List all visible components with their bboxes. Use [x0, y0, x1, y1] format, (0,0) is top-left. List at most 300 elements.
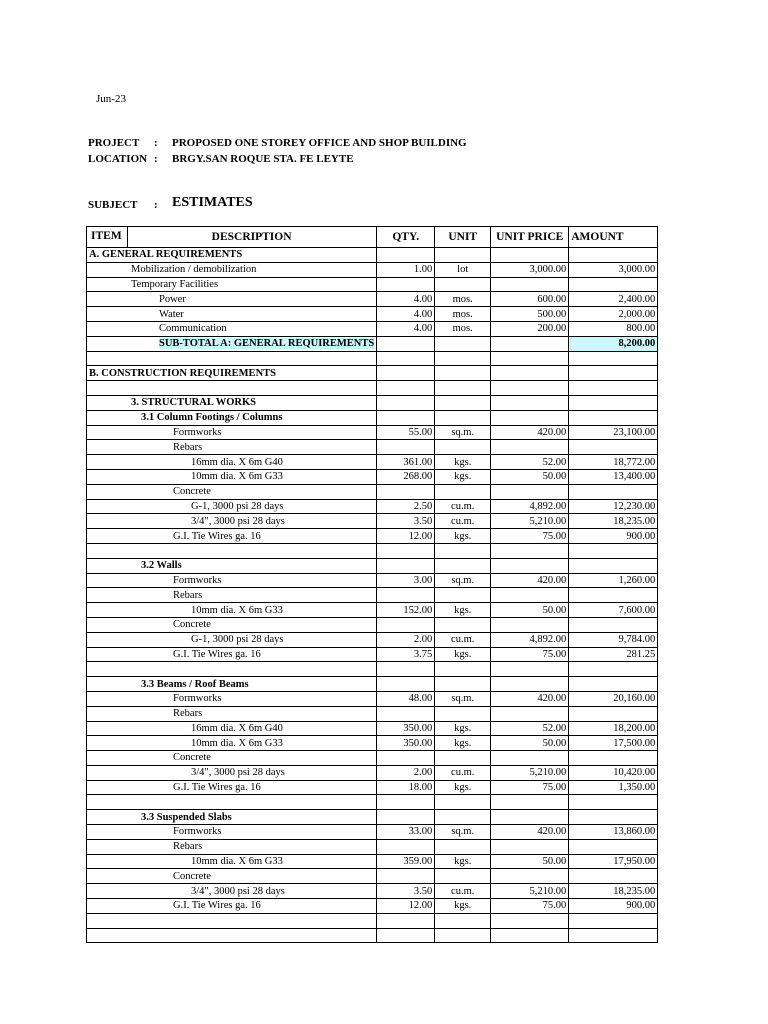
- row-description: Rebars: [87, 839, 377, 854]
- row-unit-price: 75.00: [491, 529, 569, 544]
- table-row: [87, 381, 658, 396]
- row-unit: [435, 366, 491, 381]
- row-unit-price: [491, 558, 569, 573]
- row-qty: [377, 440, 435, 455]
- row-qty: [377, 810, 435, 825]
- row-amount: [569, 706, 658, 721]
- row-unit: cu.m.: [435, 514, 491, 529]
- row-description: [87, 336, 377, 351]
- header-amount: AMOUNT: [569, 227, 658, 248]
- row-unit: cu.m.: [435, 765, 491, 780]
- row-description: B. CONSTRUCTION REQUIREMENTS: [87, 366, 377, 381]
- row-description: 3.2 Walls: [87, 558, 377, 573]
- subject-label: SUBJECT: [88, 199, 138, 211]
- row-unit-price: 600.00: [491, 292, 569, 307]
- row-description: G.I. Tie Wires ga. 16: [87, 780, 377, 795]
- table-row: [87, 899, 658, 914]
- row-unit: [435, 617, 491, 632]
- row-unit: [435, 839, 491, 854]
- row-unit-price: [491, 277, 569, 292]
- row-description: A. GENERAL REQUIREMENTS: [87, 248, 377, 263]
- table-row: [87, 573, 658, 588]
- row-description: [87, 928, 377, 943]
- row-qty: 48.00: [377, 691, 435, 706]
- row-amount: [569, 795, 658, 810]
- row-unit-price: [491, 869, 569, 884]
- document-date: Jun-23: [96, 93, 126, 105]
- row-unit-price: [491, 928, 569, 943]
- table-row: [87, 484, 658, 499]
- row-qty: 350.00: [377, 721, 435, 736]
- row-amount: [569, 410, 658, 425]
- row-unit-price: [491, 381, 569, 396]
- row-amount: [569, 381, 658, 396]
- row-amount: [569, 248, 658, 263]
- row-qty: 4.00: [377, 307, 435, 322]
- row-unit: kgs.: [435, 647, 491, 662]
- row-amount: [569, 351, 658, 366]
- table-row: [87, 514, 658, 529]
- row-description: 16mm dia. X 6m G40: [87, 455, 377, 470]
- row-unit-price: [491, 706, 569, 721]
- row-unit-price: 5,210.00: [491, 514, 569, 529]
- row-unit: cu.m.: [435, 632, 491, 647]
- row-unit-price: [491, 839, 569, 854]
- row-description: G-1, 3000 psi 28 days: [87, 499, 377, 514]
- row-amount: 18,772.00: [569, 455, 658, 470]
- table-row: [87, 810, 658, 825]
- row-unit-price: [491, 484, 569, 499]
- row-unit-price: [491, 662, 569, 677]
- row-description: Formworks: [87, 825, 377, 840]
- table-row: [87, 825, 658, 840]
- row-unit-price: [491, 440, 569, 455]
- row-unit: [435, 381, 491, 396]
- table-row: [87, 366, 658, 381]
- row-amount: [569, 810, 658, 825]
- row-unit: [435, 277, 491, 292]
- table-row: [87, 588, 658, 603]
- table-row: [87, 721, 658, 736]
- row-unit: [435, 662, 491, 677]
- row-unit: [435, 588, 491, 603]
- row-qty: 3.50: [377, 514, 435, 529]
- table-row: [87, 677, 658, 692]
- row-qty: [377, 336, 435, 351]
- row-qty: [377, 751, 435, 766]
- row-qty: 55.00: [377, 425, 435, 440]
- table-row: [87, 499, 658, 514]
- row-qty: [377, 366, 435, 381]
- row-description: [87, 543, 377, 558]
- row-unit-price: [491, 395, 569, 410]
- row-amount: [569, 543, 658, 558]
- row-qty: 350.00: [377, 736, 435, 751]
- row-amount: [569, 558, 658, 573]
- row-amount: 17,950.00: [569, 854, 658, 869]
- row-amount: 18,235.00: [569, 514, 658, 529]
- row-unit: sq.m.: [435, 825, 491, 840]
- row-qty: 361.00: [377, 455, 435, 470]
- subject-line: [88, 195, 253, 211]
- location-label: LOCATION: [88, 153, 148, 165]
- row-amount: 3,000.00: [569, 262, 658, 277]
- row-unit-price: 75.00: [491, 780, 569, 795]
- row-amount: 1,260.00: [569, 573, 658, 588]
- row-unit-price: 3,000.00: [491, 262, 569, 277]
- row-amount: [569, 662, 658, 677]
- row-unit-price: 420.00: [491, 691, 569, 706]
- row-amount: 800.00: [569, 321, 658, 336]
- row-amount: [569, 588, 658, 603]
- row-unit-price: [491, 677, 569, 692]
- header-description: DESCRIPTION: [211, 230, 292, 243]
- row-description: 10mm dia. X 6m G33: [87, 736, 377, 751]
- table-row: [87, 529, 658, 544]
- row-qty: 4.00: [377, 321, 435, 336]
- table-row: [87, 277, 658, 292]
- row-unit: kgs.: [435, 529, 491, 544]
- estimate-table: [86, 226, 658, 943]
- row-unit-price: 75.00: [491, 899, 569, 914]
- table-row: [87, 691, 658, 706]
- row-unit: [435, 395, 491, 410]
- row-description: Rebars: [87, 588, 377, 603]
- row-description: 3/4", 3000 psi 28 days: [87, 884, 377, 899]
- row-unit-price: [491, 617, 569, 632]
- row-qty: 359.00: [377, 854, 435, 869]
- row-amount: 12,230.00: [569, 499, 658, 514]
- row-qty: [377, 617, 435, 632]
- row-unit: cu.m.: [435, 884, 491, 899]
- row-unit: kgs.: [435, 469, 491, 484]
- row-qty: 2.50: [377, 499, 435, 514]
- row-qty: 18.00: [377, 780, 435, 795]
- location-line: [88, 153, 354, 165]
- row-unit-price: 420.00: [491, 425, 569, 440]
- row-amount: [569, 617, 658, 632]
- row-description: [87, 913, 377, 928]
- row-amount: 8,200.00: [569, 336, 658, 351]
- row-amount: 18,200.00: [569, 721, 658, 736]
- row-unit: lot: [435, 262, 491, 277]
- table-row: [87, 765, 658, 780]
- row-description: Water: [87, 307, 377, 322]
- row-qty: [377, 913, 435, 928]
- row-unit-price: 50.00: [491, 854, 569, 869]
- row-description: 3.3 Beams / Roof Beams: [87, 677, 377, 692]
- row-unit: mos.: [435, 307, 491, 322]
- row-qty: 2.00: [377, 632, 435, 647]
- row-unit: sq.m.: [435, 691, 491, 706]
- table-row: [87, 543, 658, 558]
- row-qty: 152.00: [377, 603, 435, 618]
- row-description: G.I. Tie Wires ga. 16: [87, 647, 377, 662]
- row-description: 3/4", 3000 psi 28 days: [87, 765, 377, 780]
- table-row: [87, 913, 658, 928]
- table-row: [87, 292, 658, 307]
- row-unit: [435, 336, 491, 351]
- row-description: Rebars: [87, 706, 377, 721]
- row-unit-price: [491, 913, 569, 928]
- row-qty: 3.00: [377, 573, 435, 588]
- row-description: Formworks: [87, 425, 377, 440]
- row-unit: [435, 351, 491, 366]
- table-header-row: [87, 227, 658, 248]
- row-unit-price: 4,892.00: [491, 499, 569, 514]
- row-unit: [435, 795, 491, 810]
- row-description: 3. STRUCTURAL WORKS: [87, 395, 377, 410]
- row-unit: kgs.: [435, 854, 491, 869]
- table-row: [87, 395, 658, 410]
- table-row: [87, 336, 658, 351]
- row-unit: sq.m.: [435, 573, 491, 588]
- row-unit: [435, 440, 491, 455]
- row-unit: kgs.: [435, 603, 491, 618]
- row-unit: kgs.: [435, 780, 491, 795]
- row-qty: 3.75: [377, 647, 435, 662]
- row-qty: 2.00: [377, 765, 435, 780]
- row-amount: [569, 277, 658, 292]
- row-description: 3.1 Column Footings / Columns: [87, 410, 377, 425]
- table-row: [87, 632, 658, 647]
- table-row: [87, 928, 658, 943]
- row-unit: [435, 558, 491, 573]
- header-unit: UNIT: [435, 227, 491, 248]
- row-unit: cu.m.: [435, 499, 491, 514]
- row-qty: [377, 662, 435, 677]
- header-unit-price: UNIT PRICE: [491, 227, 569, 248]
- row-unit: mos.: [435, 292, 491, 307]
- row-description: [87, 381, 377, 396]
- row-amount: [569, 677, 658, 692]
- row-unit-price: [491, 751, 569, 766]
- table-row: [87, 662, 658, 677]
- table-row: [87, 262, 658, 277]
- row-unit: [435, 248, 491, 263]
- row-qty: [377, 277, 435, 292]
- row-qty: 268.00: [377, 469, 435, 484]
- row-amount: 900.00: [569, 529, 658, 544]
- row-unit-price: [491, 366, 569, 381]
- row-unit: [435, 706, 491, 721]
- row-description: Formworks: [87, 573, 377, 588]
- row-description: Concrete: [87, 617, 377, 632]
- row-amount: 23,100.00: [569, 425, 658, 440]
- row-unit-price: 50.00: [491, 603, 569, 618]
- table-row: [87, 307, 658, 322]
- row-unit-price: [491, 336, 569, 351]
- row-qty: 12.00: [377, 529, 435, 544]
- table-row: [87, 854, 658, 869]
- row-unit-price: 50.00: [491, 736, 569, 751]
- row-description: G.I. Tie Wires ga. 16: [87, 529, 377, 544]
- table-row: [87, 884, 658, 899]
- row-description: 10mm dia. X 6m G33: [87, 469, 377, 484]
- row-amount: [569, 839, 658, 854]
- table-row: [87, 706, 658, 721]
- header-item-description: [87, 227, 377, 248]
- row-unit-price: 4,892.00: [491, 632, 569, 647]
- project-colon: :: [154, 137, 158, 149]
- row-qty: [377, 706, 435, 721]
- subject-value: ESTIMATES: [172, 195, 253, 210]
- row-description: Concrete: [87, 869, 377, 884]
- row-unit: [435, 928, 491, 943]
- row-amount: 18,235.00: [569, 884, 658, 899]
- table-row: [87, 603, 658, 618]
- row-qty: 3.50: [377, 884, 435, 899]
- row-amount: 13,400.00: [569, 469, 658, 484]
- row-description: 10mm dia. X 6m G33: [87, 603, 377, 618]
- row-amount: 9,784.00: [569, 632, 658, 647]
- row-unit: kgs.: [435, 455, 491, 470]
- row-description: Communication: [87, 321, 377, 336]
- row-unit: [435, 913, 491, 928]
- table-row: [87, 647, 658, 662]
- location-colon: :: [154, 153, 158, 165]
- header-item: ITEM: [91, 230, 122, 242]
- row-amount: [569, 395, 658, 410]
- row-description: 16mm dia. X 6m G40: [87, 721, 377, 736]
- row-amount: 10,420.00: [569, 765, 658, 780]
- table-row: [87, 321, 658, 336]
- row-amount: 2,400.00: [569, 292, 658, 307]
- row-amount: 1,350.00: [569, 780, 658, 795]
- row-amount: [569, 751, 658, 766]
- row-unit: [435, 543, 491, 558]
- row-qty: [377, 381, 435, 396]
- row-unit-price: 50.00: [491, 469, 569, 484]
- table-row: [87, 780, 658, 795]
- row-description: Concrete: [87, 484, 377, 499]
- row-amount: 20,160.00: [569, 691, 658, 706]
- project-label: PROJECT: [88, 137, 140, 149]
- table-row: [87, 440, 658, 455]
- row-qty: [377, 484, 435, 499]
- row-qty: [377, 677, 435, 692]
- row-unit-price: 75.00: [491, 647, 569, 662]
- row-qty: 33.00: [377, 825, 435, 840]
- row-qty: [377, 869, 435, 884]
- table-row: [87, 558, 658, 573]
- row-amount: [569, 928, 658, 943]
- subtotal-label: SUB-TOTAL A: GENERAL REQUIREMENTS: [159, 338, 375, 350]
- row-unit-price: 52.00: [491, 455, 569, 470]
- row-unit: [435, 410, 491, 425]
- row-qty: [377, 558, 435, 573]
- row-amount: 17,500.00: [569, 736, 658, 751]
- project-line: [88, 137, 467, 149]
- header-qty: QTY.: [377, 227, 435, 248]
- row-qty: [377, 248, 435, 263]
- row-unit: [435, 869, 491, 884]
- row-amount: [569, 440, 658, 455]
- row-unit-price: [491, 543, 569, 558]
- row-unit-price: [491, 351, 569, 366]
- row-qty: [377, 839, 435, 854]
- row-qty: [377, 410, 435, 425]
- table-row: [87, 751, 658, 766]
- row-unit-price: 500.00: [491, 307, 569, 322]
- row-amount: [569, 484, 658, 499]
- table-row: [87, 617, 658, 632]
- row-unit-price: 52.00: [491, 721, 569, 736]
- row-qty: 12.00: [377, 899, 435, 914]
- table-row: [87, 469, 658, 484]
- row-unit: mos.: [435, 321, 491, 336]
- row-unit-price: 5,210.00: [491, 884, 569, 899]
- table-row: [87, 869, 658, 884]
- row-qty: 1.00: [377, 262, 435, 277]
- row-unit-price: 420.00: [491, 825, 569, 840]
- row-unit: kgs.: [435, 736, 491, 751]
- row-description: Power: [87, 292, 377, 307]
- row-unit-price: [491, 795, 569, 810]
- row-unit: [435, 810, 491, 825]
- row-description: Temporary Facilities: [87, 277, 377, 292]
- row-amount: 281.25: [569, 647, 658, 662]
- row-unit-price: [491, 810, 569, 825]
- row-unit-price: [491, 588, 569, 603]
- row-qty: [377, 351, 435, 366]
- location-value: BRGY.SAN ROQUE STA. FE LEYTE: [172, 153, 354, 165]
- project-value: PROPOSED ONE STOREY OFFICE AND SHOP BUILDING: [172, 137, 467, 149]
- row-unit: [435, 677, 491, 692]
- row-amount: 2,000.00: [569, 307, 658, 322]
- row-qty: [377, 588, 435, 603]
- row-qty: [377, 543, 435, 558]
- row-unit-price: 5,210.00: [491, 765, 569, 780]
- row-description: 3/4", 3000 psi 28 days: [87, 514, 377, 529]
- row-unit-price: 420.00: [491, 573, 569, 588]
- row-amount: [569, 366, 658, 381]
- row-description: Concrete: [87, 751, 377, 766]
- row-description: [87, 662, 377, 677]
- row-unit: kgs.: [435, 899, 491, 914]
- row-description: [87, 795, 377, 810]
- row-description: 10mm dia. X 6m G33: [87, 854, 377, 869]
- row-unit-price: [491, 410, 569, 425]
- subject-colon: :: [154, 199, 158, 211]
- row-qty: 4.00: [377, 292, 435, 307]
- row-qty: [377, 795, 435, 810]
- row-unit: [435, 751, 491, 766]
- row-qty: [377, 928, 435, 943]
- row-description: [87, 351, 377, 366]
- row-description: Rebars: [87, 440, 377, 455]
- row-unit-price: [491, 248, 569, 263]
- table-row: [87, 248, 658, 263]
- row-unit: kgs.: [435, 721, 491, 736]
- table-row: [87, 410, 658, 425]
- row-unit-price: 200.00: [491, 321, 569, 336]
- row-description: G.I. Tie Wires ga. 16: [87, 899, 377, 914]
- row-qty: [377, 395, 435, 410]
- row-description: G-1, 3000 psi 28 days: [87, 632, 377, 647]
- table-row: [87, 795, 658, 810]
- row-description: Formworks: [87, 691, 377, 706]
- table-row: [87, 351, 658, 366]
- table-row: [87, 736, 658, 751]
- row-amount: 7,600.00: [569, 603, 658, 618]
- table-row: [87, 839, 658, 854]
- row-amount: [569, 913, 658, 928]
- table-row: [87, 455, 658, 470]
- row-unit: sq.m.: [435, 425, 491, 440]
- row-amount: [569, 869, 658, 884]
- row-amount: 900.00: [569, 899, 658, 914]
